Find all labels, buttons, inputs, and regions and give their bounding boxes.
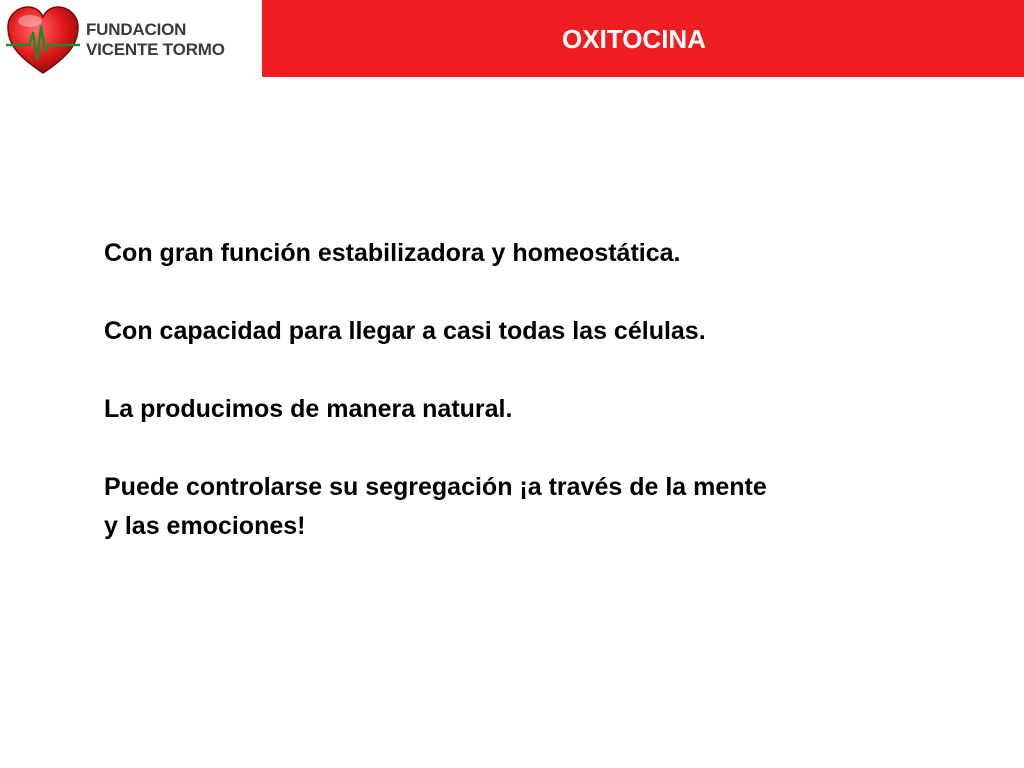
foundation-logo — [6, 4, 256, 78]
body-line-4: Puede controlarse su segregación ¡a través de la mente — [104, 473, 767, 501]
body-line-3: La producimos de manera natural. — [104, 395, 513, 423]
logo-line-1: FUNDACION — [86, 20, 187, 39]
heart-ecg-icon — [6, 5, 80, 77]
body-line-2: Con capacidad para llegar a casi todas las células. — [104, 317, 706, 345]
body-line-1: Con gran función estabilizadora y homeostática. — [104, 239, 681, 267]
logo-line-2: VICENTE TORMO — [86, 40, 225, 59]
title-bar — [262, 0, 1024, 77]
slide-body — [104, 234, 924, 546]
slide-title: OXITOCINA — [562, 24, 706, 54]
logo-text — [86, 20, 225, 60]
body-line-5: y las emociones! — [104, 512, 306, 540]
